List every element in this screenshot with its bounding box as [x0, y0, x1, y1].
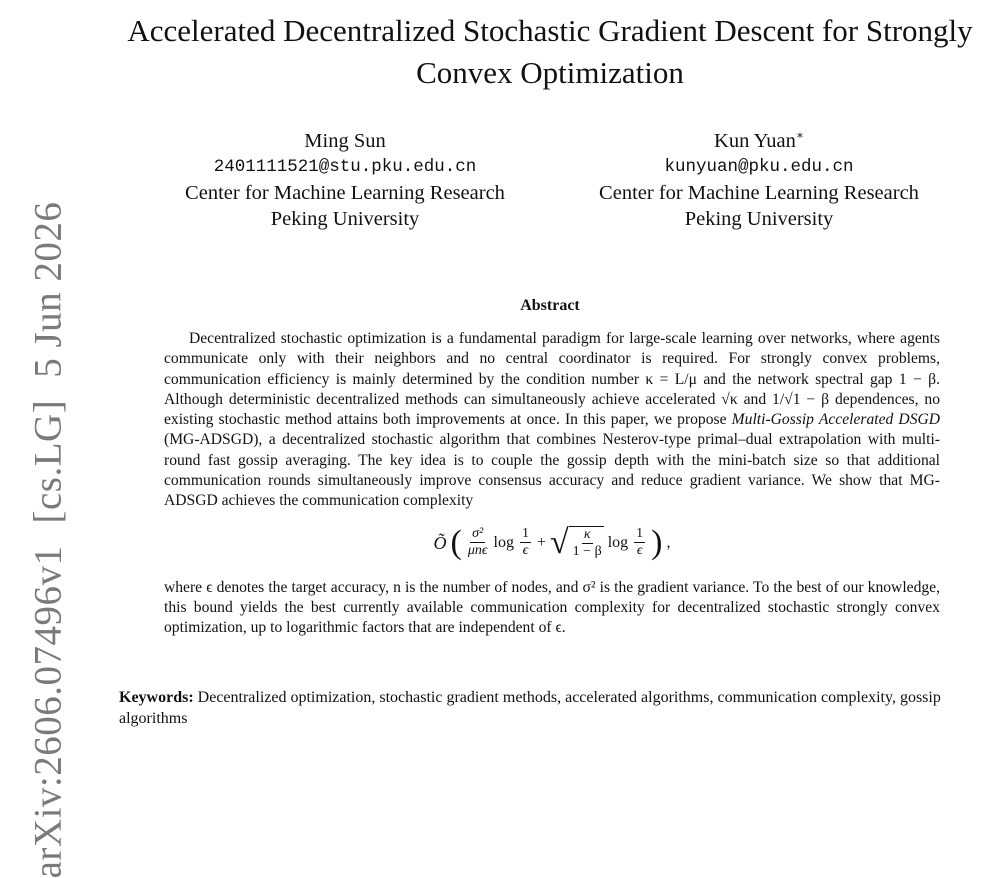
abstract-heading: Abstract — [110, 297, 990, 315]
abstract-paragraph-1: Decentralized stochastic optimization is a fundamental paradigm for large-scale learning over networks, where agents communicate only with their neighbors and no central coordinator is required. For strongly convex problems, communication efficiency is mainly determined by the condition number κ = L/μ and the network spectral gap 1 − β. Although deterministic decentralized methods can simultaneously achieve accelerated √κ and 1/√1 − β dependences, no existing stochastic method attains both improvements at once. In this paper, we propose Multi-Gossip Accelerated DSGD (MG-ADSGD), a decentralized stochastic algorithm that combines Nesterov-type primal–dual extrapolation with multi-round fast gossip averaging. The key idea is to couple the gossip depth with the mini-batch size so that additional communication rounds simultaneously improve consensus accuracy and reduce gradient variance. We show that MG-ADSGD achieves the communication complexity — [164, 329, 940, 512]
author-university: Peking University — [569, 206, 949, 232]
author-name: Ming Sun — [155, 122, 535, 154]
author-university: Peking University — [155, 206, 535, 232]
author-block-2 — [569, 122, 949, 232]
author-department: Center for Machine Learning Research — [569, 180, 949, 206]
sqrt-term: √ $\frac{\kappa}{1 - \beta}$ — [550, 526, 604, 560]
keywords-text: Decentralized optimization, stochastic gradient methods, accelerated algorithms, communication complexity, gossip algorithms — [119, 689, 941, 727]
author-department: Center for Machine Learning Research — [155, 180, 535, 206]
big-o-tilde: Õ — [434, 533, 447, 553]
author-block-1 — [155, 122, 535, 232]
corresponding-mark: ∗ — [796, 128, 804, 142]
author-email[interactable]: 2401111521@stu.pku.edu.cn — [155, 154, 535, 180]
method-name: Multi-Gossip Accelerated DSGD — [732, 411, 940, 428]
abstract-body — [164, 329, 940, 639]
arxiv-stamp — [26, 202, 71, 878]
abstract-paragraph-2: where ϵ denotes the target accuracy, n is the number of nodes, and σ² is the gradient variance. To the best of our knowledge, this bound yields the best currently available communication complexity for decentralized stochastic strongly convex optimization, up to logarithmic factors that are independent of ϵ. — [164, 578, 940, 639]
arxiv-category: [cs.LG] — [27, 400, 70, 524]
paper-title: Accelerated Decentralized Stochastic Gradient Descent for Strongly Convex Optimization — [110, 10, 990, 94]
arxiv-id: arXiv:2606.07496v1 — [27, 546, 70, 878]
author-name: Kun Yuan∗ — [569, 122, 949, 154]
variance-fraction: $\frac{\text{σ²}}{\text{μnϵ}}$ — [468, 526, 488, 559]
complexity-formula: Õ ( $\frac{\text{σ²}}{\text{μnϵ}}$ log $\frac{1}{\epsilon}$ + √ $\frac{\kappa}{1 - \beta}$ log $\frac{1}{\epsilon}$ ) , — [164, 526, 940, 560]
arxiv-date: 5 Jun 2026 — [27, 202, 70, 378]
keywords-label: Keywords: — [119, 689, 194, 706]
author-email[interactable]: kunyuan@pku.edu.cn — [569, 154, 949, 180]
keywords — [119, 687, 991, 729]
